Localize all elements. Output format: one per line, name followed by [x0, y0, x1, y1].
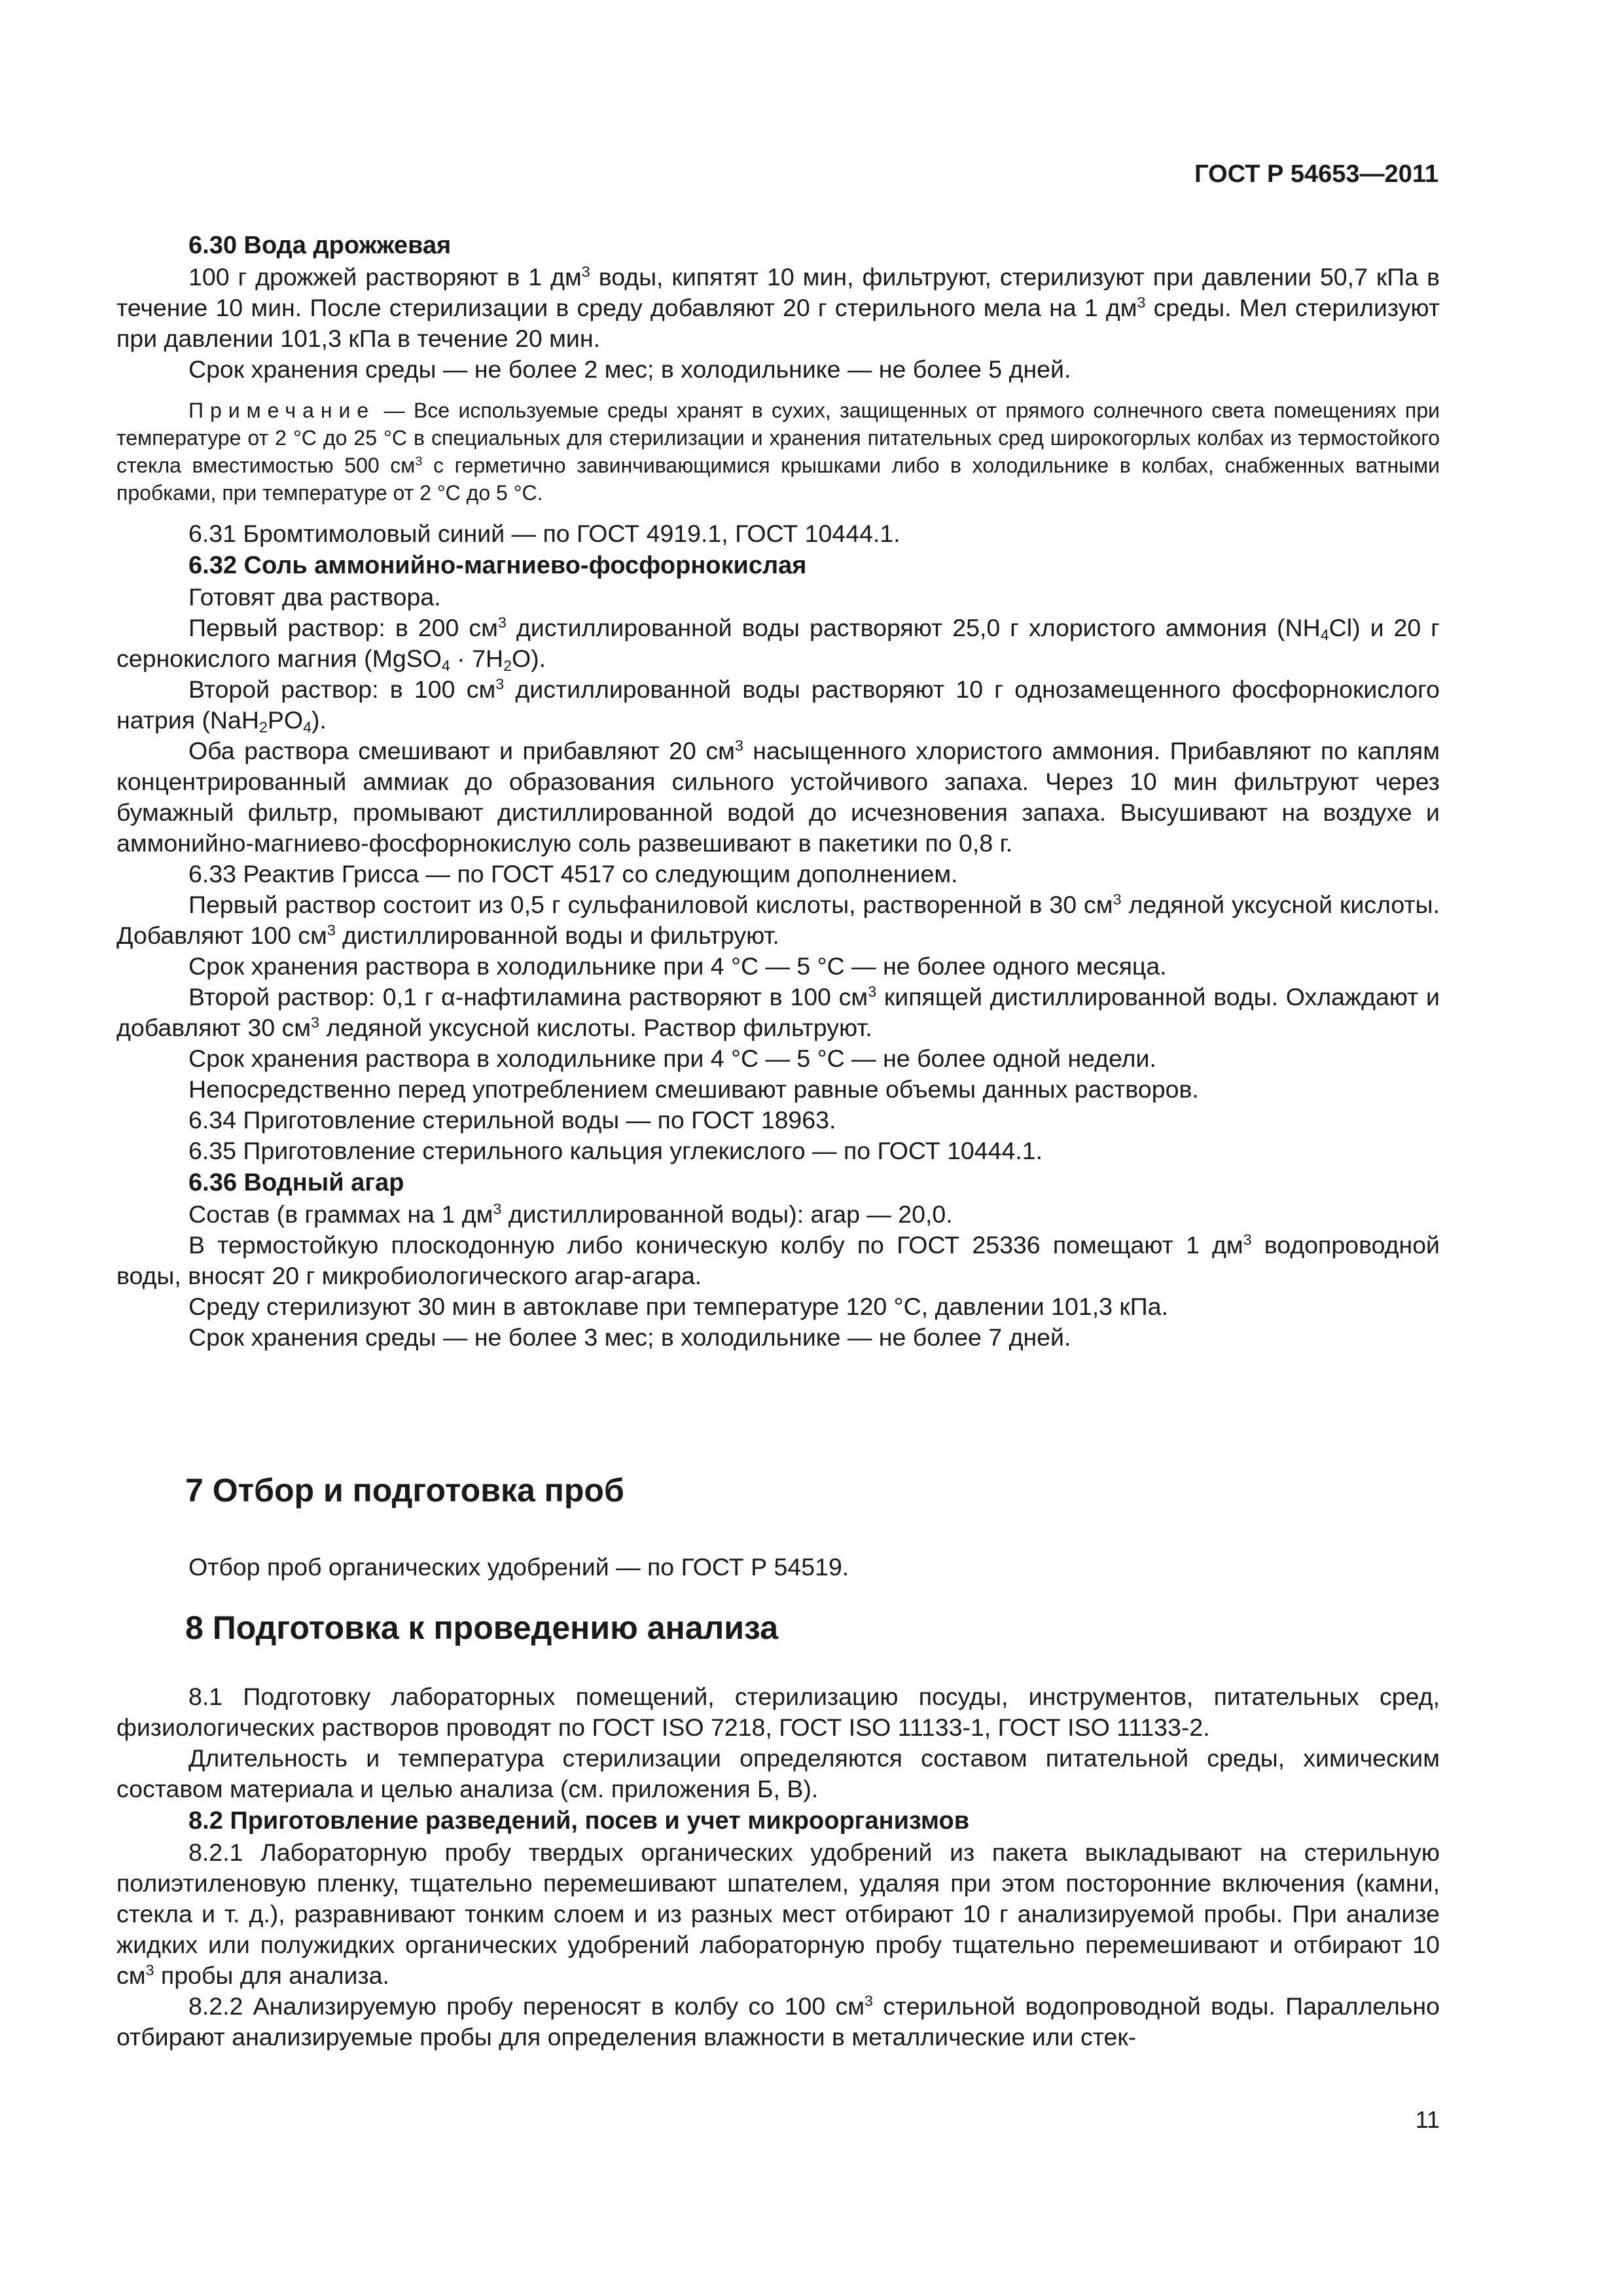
paragraph: Состав (в граммах на 1 $дм^3$ дистиллированной воды): агар — 20,0.	[188, 1200, 953, 1228]
paragraph: Срок хранения раствора в холодильнике при 4 °С — 5 °С — не более одного месяца.	[188, 952, 1167, 980]
paragraph: 6.33 Реактив Грисса — по ГОСТ 4517 со следующим дополнением.	[188, 860, 958, 888]
heading-8-2: 8.2 Приготовление разведений, посев и учет микроорганизмов	[188, 1807, 970, 1835]
paragraph: Второй раствор: 0,1 г α-нафтиламина растворяют в 100 $см^3$ кипящей дистиллированной воды. Охлаждают и добавляют 30 $см^3$ ледяной уксусной кислоты. Раствор фильтруют.	[116, 983, 1440, 1041]
content-section-8	[116, 1607, 1440, 2053]
paragraph: 8.1 Подготовку лабораторных помещений, стерилизацию посуды, инструментов, питательных сред, физиологических растворов проводят по ГОСТ ISO 7218, ГОСТ ISO 11133-1, ГОСТ ISO 11133-2.	[116, 1683, 1440, 1741]
paragraph: Среду стерилизуют 30 мин в автоклаве при температуре 120 °С, давлении 101,3 кПа.	[188, 1293, 1169, 1320]
section-7-title: 7 Отбор и подготовка проб	[185, 1472, 624, 1509]
note-paragraph: Примечание — Все используемые среды хранят в сухих, защищенных от прямого солнечного света помещениях при температуре от 2 °С до 25 °С в специальных для стерилизации и хранения питательных сред широкогорлых колбах из термостойкого стекла вместимостью 500 $см^3$ с герметично завинчивающимися крышками либо в холодильнике в колбах, снабженных ватными пробками, при температуре от 2 °С до 5 °С.	[116, 399, 1440, 505]
paragraph: Срок хранения среды — не более 3 мес; в холодильнике — не более 7 дней.	[188, 1323, 1071, 1351]
paragraph: 6.31 Бромтимоловый синий — по ГОСТ 4919.1, ГОСТ 10444.1.	[188, 520, 901, 547]
note-label: Примечание	[188, 399, 376, 422]
paragraph: 6.35 Приготовление стерильного кальция углекислого — по ГОСТ 10444.1.	[188, 1137, 1043, 1164]
content-section-7	[116, 1469, 1440, 1583]
paragraph: Оба раствора смешивают и прибавляют 20 $см^3$ насыщенного хлористого аммония. Прибавляют по каплям концентрированный аммиак до образования сильного устойчивого запаха. Через 10 мин фильтруют через бумажный фильтр, промывают дистиллированной водой до исчезновения запаха. Высушивают на воздухе и аммонийно-магниево-фосфорнокислую соль развешивают в пакетики по 0,8 г.	[116, 737, 1440, 857]
paragraph: Длительность и температура стерилизации определяются составом питательной среды, химическим составом материала и целью анализа (см. приложения Б, В).	[116, 1744, 1440, 1803]
heading-6-30: 6.30 Вода дрожжевая	[188, 232, 452, 259]
paragraph: 6.34 Приготовление стерильной воды — по ГОСТ 18963.	[188, 1106, 836, 1134]
paragraph: 8.2.1 Лабораторную пробу твердых органических удобрений из пакета выкладывают на стерильную полиэтиленовую пленку, тщательно перемешивают шпателем, удаляя при этом посторонние включения (камни, стекла и т. д.), разравнивают тонким слоем и из разных мест отбирают 10 г анализируемой пробы. При анализе жидких или полужидких органических удобрений лабораторную пробу тщательно перемешивают и отбирают 10 $см^3$ пробы для анализа.	[116, 1839, 1440, 1989]
page-number: 11	[1415, 2106, 1440, 2133]
heading-6-32: 6.32 Соль аммонийно-магниево-фосфорнокислая	[188, 552, 807, 579]
paragraph: 100 г дрожжей растворяют в 1 $дм^3$ воды, кипятят 10 мин, фильтруют, стерилизуют при давлении 50,7 кПа в течение 10 мин. После стерилизации в среду добавляют 20 г стерильного мела на 1 $дм^3$ среды. Мел стерилизуют при давлении 101,3 кПа в течение 20 мин.	[116, 263, 1440, 352]
paragraph: Первый раствор: в 200 $см^3$ дистиллированной воды растворяют 25,0 г хлористого аммония $(NH_4Cl)$ и 20 г сернокислого магния (MgSO$_4$ · $7H_2O$).	[116, 614, 1440, 674]
paragraph: Срок хранения раствора в холодильнике при 4 °С — 5 °С — не более одной недели.	[188, 1045, 1156, 1072]
paragraph: Срок хранения среды — не более 2 мес; в холодильнике — не более 5 дней.	[188, 355, 1071, 383]
content-section-6	[116, 229, 1440, 1353]
heading-6-36: 6.36 Водный агар	[188, 1169, 404, 1196]
paragraph: Второй раствор: в 100 $см^3$ дистиллированной воды растворяют 10 г однозамещенного фосфорнокислого натрия $(NaH_2PO_4)$.	[116, 675, 1440, 736]
paragraph: Непосредственно перед употреблением смешивают равные объемы данных растворов.	[188, 1075, 1199, 1103]
section-8-title: 8 Подготовка к проведению анализа	[185, 1609, 779, 1646]
paragraph: 8.2.2 Анализируемую пробу переносят в колбу со 100 $см^3$ стерильной водопроводной воды. Параллельно отбирают анализируемые пробы для определения влажности в металлические или стек-	[116, 1992, 1440, 2051]
paragraph: Первый раствор состоит из 0,5 г сульфаниловой кислоты, растворенной в 30 $см^3$ ледяной уксусной кислоты. Добавляют 100 $см^3$ дистиллированной воды и фильтруют.	[116, 891, 1440, 949]
paragraph: Готовят два раствора.	[188, 583, 441, 611]
paragraph: В термостойкую плоскодонную либо коническую колбу по ГОСТ 25336 помещают 1 $дм^3$ водопроводной воды, вносят 20 г микробиологического агар-агара.	[116, 1231, 1440, 1289]
document-id-header: ГОСТ Р 54653—2011	[1194, 160, 1438, 188]
paragraph: Отбор проб органических удобрений — по ГОСТ Р 54519.	[188, 1553, 849, 1581]
